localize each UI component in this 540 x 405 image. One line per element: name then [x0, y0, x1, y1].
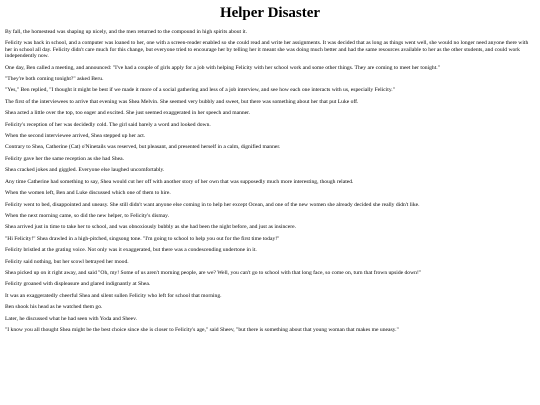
- paragraph: When the women left, Ben and Luke discussed which one of them to hire.: [5, 190, 171, 197]
- paragraph: Felicity groaned with displeasure and glared indignantly at Shea.: [5, 281, 151, 288]
- paragraph: The first of the interviewees to arrive that evening was Shea Melvin. She seemed very bubbly and sweet, but there was something about her that put Luke off.: [5, 98, 359, 105]
- paragraph: Shea picked up on it right away, and said "Oh, my! Some of us aren't morning people, are we? Well, you can't go to school with that long face, so come on, turn that frown upside down!": [5, 269, 422, 276]
- paragraph: Felicity was back in school, and a computer was loaned to her, one with a screen-reader enabled so she could read and write her assignments. It was decided that as long as things went well, she would no longer need anyone there with her in school all day. Felicity didn't care much for this change, but everyone tried to encourage her by telling her it meant she was doing much better and had the same resources available to her as the other students, and could work independently now.: [5, 40, 529, 60]
- document-title: Helper Disaster: [219, 5, 321, 21]
- paragraph: "I know you all thought Shea might be the best choice since she is closer to Felicity's age," said Sheev, "but there is something about that young woman that makes me uneasy.": [5, 326, 399, 333]
- paragraph: Felicity bristled at the grating voice. Not only was it exaggerated, but there was a condescending undertone in it.: [5, 247, 257, 254]
- paragraph: When the second interviewee arrived, Shea stepped up her act.: [5, 133, 146, 140]
- paragraph: "Yes," Ben replied, "I thought it might be best if we made it more of a social gathering and less of a job interview, and see how each one interacts with us, especially Felicity.": [5, 87, 395, 94]
- paragraph: Shea acted a little over the top, too eager and excited. She just seemed exaggerated in her speech and manner.: [5, 110, 251, 117]
- paragraph: It was an exaggeratedly cheerful Shea and silent sullen Felicity who left for school that morning.: [5, 292, 222, 299]
- paragraph: Felicity's reception of her was decidedly cold. The girl said barely a word and looked down.: [5, 121, 211, 128]
- paragraph: Contrary to Shea, Catherine (Cat) o'Ninetails was reserved, but pleasant, and presented herself in a calm, dignified manner.: [5, 144, 281, 151]
- paragraph: Later, he discussed what he had seen with Yoda and Sheev.: [5, 315, 137, 322]
- paragraph: By fall, the homestead was shaping up nicely, and the men returned to the compound in high spirits about it.: [5, 29, 247, 35]
- paragraph: Any time Catherine had something to say, Shea would cut her off with another story of her own that was supposedly much more interesting, though related.: [5, 178, 354, 185]
- paragraph: When the next morning came, so did the new helper, to Felicity's dismay.: [5, 212, 169, 219]
- paragraph: Felicity said nothing, but her scowl betrayed her mood.: [5, 258, 129, 265]
- paragraph: Shea arrived just in time to take her to school, and was obnoxiously bubbly as she had been the night before, and just as insincere.: [5, 224, 296, 231]
- paragraph: One day, Ben called a meeting, and announced: "I've had a couple of girls apply for a job with helping Felicity with her school work and some other things. They are coming to meet her tonight.": [5, 64, 440, 71]
- paragraph: Ben shook his head as he watched them go.: [5, 304, 103, 311]
- paragraph: Felicity gave her the same reception as she had Shea.: [5, 155, 124, 162]
- paragraph: "They're both coming tonight?" asked Beru.: [5, 76, 104, 83]
- paragraph: Felicity went to bed, disappointed and uneasy. She still didn't want anyone else coming in to help her except Ocean, and one of the new women she already decided she really didn't like.: [5, 201, 420, 208]
- paragraph: Shea cracked jokes and giggled. Everyone else laughed uncomfortably.: [5, 167, 165, 174]
- paragraph: "Hi Felicity!" Shea drawled in a high-pitched, singsong tone. "I'm going to school to help you out for the first time today!": [5, 235, 280, 242]
